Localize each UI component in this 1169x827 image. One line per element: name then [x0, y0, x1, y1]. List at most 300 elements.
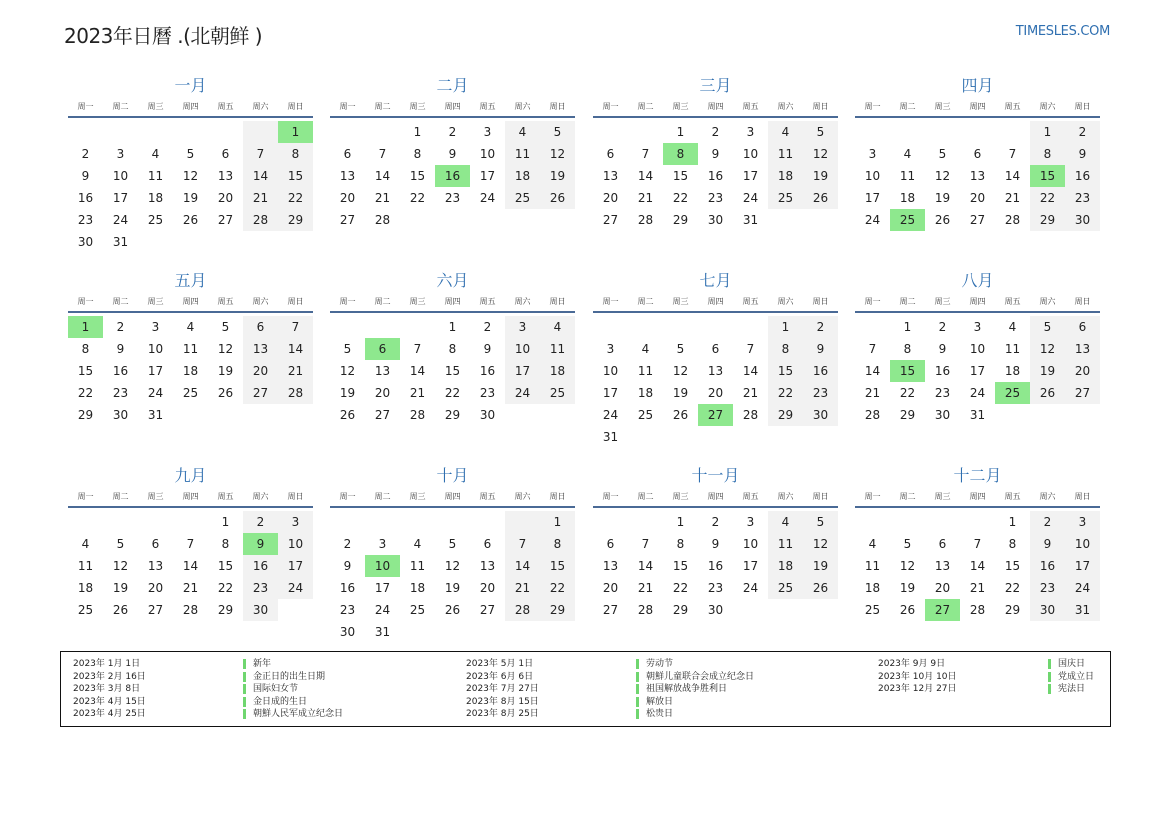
day-cell: 14 [637, 559, 654, 573]
empty-cell [925, 121, 960, 143]
month-divider [593, 116, 838, 118]
day-cell: 21 [374, 191, 391, 205]
day-cell: 23 [243, 577, 278, 599]
day-grid [68, 316, 313, 426]
weekday-label: 周五 [217, 102, 234, 111]
day-cell: 22 [1030, 187, 1065, 209]
day-cell: 9 [803, 338, 838, 360]
day-cell: 22 [278, 187, 313, 209]
empty-cell [733, 316, 768, 338]
month-divider [855, 506, 1100, 508]
day-cell: 28 [969, 603, 986, 617]
holiday-marker [243, 697, 246, 707]
day-cell: 25 [768, 187, 803, 209]
day-cell: 18 [637, 386, 654, 400]
day-cell: 23 [1065, 187, 1100, 209]
day-cell: 1 [676, 515, 685, 529]
weekday-label: 周三 [147, 297, 164, 306]
day-cell: 21 [637, 191, 654, 205]
weekday-label: 周一 [602, 492, 619, 501]
day-cell: 17 [742, 559, 759, 573]
day-cell: 21 [1004, 191, 1021, 205]
day-cell: 24 [742, 581, 759, 595]
day-grid [68, 121, 313, 253]
holiday-date: 2023年 6月 6日 [466, 671, 534, 682]
day-cell: 2 [448, 125, 457, 139]
weekday-label: 周六 [514, 492, 531, 501]
day-cell: 28 [505, 599, 540, 621]
day-cell: 14 [1004, 169, 1021, 183]
day-cell: 8 [676, 537, 685, 551]
day-cell: 13 [602, 559, 619, 573]
day-cell: 1 [413, 125, 422, 139]
day-cell: 13 [374, 364, 391, 378]
day-cell: 12 [339, 364, 356, 378]
holiday-date: 2023年 8月 25日 [466, 709, 539, 719]
day-cell: 21 [742, 386, 759, 400]
weekday-header [855, 99, 1100, 114]
day-cell: 17 [864, 191, 881, 205]
day-cell: 27 [147, 603, 164, 617]
day-cell: 26 [112, 603, 129, 617]
day-cell: 7 [186, 537, 195, 551]
weekday-label: 周三 [409, 492, 426, 501]
weekday-label: 周三 [934, 297, 951, 306]
day-cell: 25 [540, 382, 575, 404]
day-cell: 17 [505, 360, 540, 382]
day-cell: 14 [374, 169, 391, 183]
day-cell: 9 [938, 342, 947, 356]
brand-link[interactable]: TIMESLES.COM [1015, 24, 1110, 39]
day-cell: 4 [768, 511, 803, 533]
holiday-day-cell: 10 [365, 555, 400, 577]
day-cell: 2 [1065, 121, 1100, 143]
day-cell: 12 [182, 169, 199, 183]
day-cell: 1 [676, 125, 685, 139]
month-block [593, 73, 838, 231]
day-cell: 11 [540, 338, 575, 360]
day-cell: 11 [899, 169, 916, 183]
day-cell: 19 [112, 581, 129, 595]
day-cell: 15 [768, 360, 803, 382]
weekday-label: 周四 [182, 297, 199, 306]
month-divider [330, 506, 575, 508]
day-cell: 9 [1065, 143, 1100, 165]
holiday-day-cell: 25 [890, 209, 925, 231]
day-cell: 10 [505, 338, 540, 360]
day-cell: 3 [278, 511, 313, 533]
day-cell: 29 [1004, 603, 1021, 617]
day-cell: 3 [606, 342, 615, 356]
day-cell: 7 [505, 533, 540, 555]
day-cell: 19 [672, 386, 689, 400]
weekday-label: 周一 [339, 492, 356, 501]
month-divider [330, 311, 575, 313]
day-cell: 23 [339, 603, 356, 617]
month-divider [68, 506, 313, 508]
day-cell: 6 [151, 537, 160, 551]
weekday-label: 周日 [549, 102, 566, 111]
day-cell: 17 [479, 169, 496, 183]
day-cell: 27 [602, 603, 619, 617]
day-cell: 7 [641, 147, 650, 161]
day-cell: 28 [182, 603, 199, 617]
day-cell: 26 [803, 187, 838, 209]
weekday-header [330, 489, 575, 504]
holiday-name: 松贵日 [646, 709, 674, 719]
month-block [330, 463, 575, 643]
day-cell: 26 [444, 603, 461, 617]
day-cell: 4 [505, 121, 540, 143]
day-cell: 20 [217, 191, 234, 205]
month-title: 八月 [961, 271, 994, 290]
month-divider [855, 311, 1100, 313]
day-cell: 31 [1065, 599, 1100, 621]
day-cell: 24 [147, 386, 164, 400]
day-cell: 29 [1030, 209, 1065, 231]
weekday-label: 周三 [672, 492, 689, 501]
day-cell: 28 [409, 408, 426, 422]
month-block [68, 268, 313, 426]
day-cell: 29 [444, 408, 461, 422]
holiday-name: 国际妇女节 [253, 684, 299, 694]
month-divider [593, 311, 838, 313]
day-cell: 6 [1065, 316, 1100, 338]
day-cell: 19 [899, 581, 916, 595]
day-cell: 6 [938, 537, 947, 551]
day-cell: 5 [803, 121, 838, 143]
day-cell: 28 [1004, 213, 1021, 227]
day-cell: 16 [77, 191, 94, 205]
legend-item [466, 683, 754, 696]
holiday-marker [243, 672, 246, 682]
weekday-header [68, 294, 313, 309]
day-cell: 27 [217, 213, 234, 227]
month-divider [855, 116, 1100, 118]
page-title: 2023年日曆 .(北朝鲜 ) [64, 24, 263, 48]
holiday-day-cell: 15 [1030, 165, 1065, 187]
month-block [68, 463, 313, 621]
day-cell: 22 [672, 191, 689, 205]
holiday-date: 2023年 4月 25日 [73, 709, 146, 719]
day-cell: 19 [934, 191, 951, 205]
day-cell: 12 [672, 364, 689, 378]
holiday-date: 2023年 5月 1日 [466, 659, 534, 669]
empty-cell [890, 121, 925, 143]
weekday-label: 周六 [1039, 492, 1056, 501]
weekday-label: 周五 [217, 297, 234, 306]
day-cell: 10 [112, 169, 129, 183]
day-cell: 11 [77, 559, 94, 573]
day-cell: 6 [606, 537, 615, 551]
day-cell: 25 [505, 187, 540, 209]
weekday-label: 周五 [479, 492, 496, 501]
day-cell: 26 [182, 213, 199, 227]
day-cell: 19 [803, 165, 838, 187]
weekday-label: 周四 [182, 492, 199, 501]
day-cell: 23 [479, 386, 496, 400]
day-cell: 8 [278, 143, 313, 165]
day-cell: 28 [374, 213, 391, 227]
weekday-header [68, 489, 313, 504]
month-title: 十月 [436, 466, 469, 485]
day-cell: 16 [934, 364, 951, 378]
day-cell: 2 [711, 125, 720, 139]
day-cell: 15 [217, 559, 234, 573]
day-cell: 14 [182, 559, 199, 573]
day-cell: 30 [707, 213, 724, 227]
weekday-label: 周二 [899, 102, 916, 111]
day-cell: 21 [243, 187, 278, 209]
weekday-label: 周四 [969, 102, 986, 111]
day-cell: 19 [803, 555, 838, 577]
day-cell: 29 [540, 599, 575, 621]
day-cell: 24 [374, 603, 391, 617]
day-cell: 20 [602, 191, 619, 205]
day-cell: 2 [116, 320, 125, 334]
day-cell: 13 [969, 169, 986, 183]
month-block [855, 463, 1100, 621]
day-cell: 2 [803, 316, 838, 338]
day-cell: 2 [81, 147, 90, 161]
day-cell: 24 [969, 386, 986, 400]
weekday-label: 周一 [339, 297, 356, 306]
holiday-marker [1048, 672, 1051, 682]
legend-item [466, 708, 754, 721]
day-cell: 29 [768, 404, 803, 426]
empty-cell [365, 121, 400, 143]
day-cell: 16 [243, 555, 278, 577]
day-cell: 5 [448, 537, 457, 551]
day-cell: 29 [77, 408, 94, 422]
day-cell: 15 [444, 364, 461, 378]
day-cell: 14 [409, 364, 426, 378]
legend-item [73, 708, 343, 721]
empty-cell [470, 511, 505, 533]
day-cell: 3 [151, 320, 160, 334]
day-cell: 23 [444, 191, 461, 205]
day-cell: 29 [217, 603, 234, 617]
weekday-label: 周一 [77, 102, 94, 111]
day-cell: 24 [479, 191, 496, 205]
day-grid [855, 121, 1100, 231]
weekday-label: 周二 [112, 492, 129, 501]
day-cell: 24 [742, 191, 759, 205]
day-cell: 25 [182, 386, 199, 400]
holiday-marker [243, 684, 246, 694]
day-grid [68, 511, 313, 621]
holiday-marker [636, 684, 639, 694]
day-cell: 10 [1065, 533, 1100, 555]
empty-cell [960, 511, 995, 533]
day-cell: 22 [409, 191, 426, 205]
holiday-name: 金正日的出生日期 [253, 671, 326, 682]
day-cell: 1 [1008, 515, 1017, 529]
holiday-day-cell: 8 [663, 143, 698, 165]
day-cell: 9 [448, 147, 457, 161]
holiday-date: 2023年 4月 15日 [73, 696, 146, 707]
weekday-label: 周一 [602, 102, 619, 111]
holiday-day-cell: 1 [68, 316, 103, 338]
weekday-label: 周三 [409, 102, 426, 111]
weekday-label: 周四 [182, 102, 199, 111]
empty-cell [995, 121, 1030, 143]
empty-cell [960, 121, 995, 143]
day-cell: 18 [768, 165, 803, 187]
holiday-marker [636, 697, 639, 707]
day-cell: 8 [768, 338, 803, 360]
day-cell: 25 [409, 603, 426, 617]
empty-cell [663, 316, 698, 338]
day-cell: 9 [116, 342, 125, 356]
day-cell: 15 [278, 165, 313, 187]
day-cell: 22 [768, 382, 803, 404]
weekday-label: 周六 [514, 102, 531, 111]
day-cell: 17 [1065, 555, 1100, 577]
day-cell: 5 [186, 147, 195, 161]
day-cell: 30 [243, 599, 278, 621]
day-grid [593, 121, 838, 231]
day-cell: 27 [479, 603, 496, 617]
day-cell: 14 [278, 338, 313, 360]
day-cell: 3 [116, 147, 125, 161]
empty-cell [400, 511, 435, 533]
day-cell: 29 [278, 209, 313, 231]
day-cell: 22 [899, 386, 916, 400]
weekday-label: 周日 [1074, 297, 1091, 306]
empty-cell [628, 121, 663, 143]
legend-column [73, 658, 343, 721]
day-grid [593, 511, 838, 621]
day-cell: 17 [602, 386, 619, 400]
month-divider [68, 116, 313, 118]
day-cell: 11 [768, 143, 803, 165]
legend-item [466, 671, 754, 684]
day-cell: 27 [1065, 382, 1100, 404]
day-cell: 5 [676, 342, 685, 356]
day-cell: 2 [711, 515, 720, 529]
day-cell: 4 [903, 147, 912, 161]
legend-item [73, 658, 343, 671]
day-cell: 29 [672, 213, 689, 227]
weekday-label: 周二 [637, 102, 654, 111]
day-cell: 11 [864, 559, 881, 573]
empty-cell [173, 511, 208, 533]
weekday-label: 周五 [479, 297, 496, 306]
weekday-label: 周日 [1074, 492, 1091, 501]
day-cell: 11 [505, 143, 540, 165]
day-cell: 19 [339, 386, 356, 400]
day-cell: 9 [343, 559, 352, 573]
weekday-label: 周六 [1039, 297, 1056, 306]
day-cell: 31 [602, 430, 619, 444]
day-cell: 7 [973, 537, 982, 551]
day-cell: 23 [707, 191, 724, 205]
day-cell: 19 [182, 191, 199, 205]
day-cell: 22 [1004, 581, 1021, 595]
day-cell: 24 [505, 382, 540, 404]
day-cell: 5 [116, 537, 125, 551]
day-cell: 8 [448, 342, 457, 356]
weekday-label: 周三 [672, 297, 689, 306]
month-divider [68, 311, 313, 313]
day-cell: 5 [1030, 316, 1065, 338]
day-cell: 13 [934, 559, 951, 573]
empty-cell [628, 316, 663, 338]
weekday-label: 周二 [374, 102, 391, 111]
day-cell: 17 [147, 364, 164, 378]
day-cell: 15 [77, 364, 94, 378]
weekday-label: 周日 [812, 297, 829, 306]
month-block [855, 268, 1100, 426]
weekday-label: 周六 [777, 102, 794, 111]
day-cell: 9 [81, 169, 90, 183]
month-block [593, 463, 838, 621]
day-cell: 3 [973, 320, 982, 334]
weekday-label: 周一 [602, 297, 619, 306]
day-cell: 14 [243, 165, 278, 187]
day-cell: 24 [864, 213, 881, 227]
weekday-header [68, 99, 313, 114]
weekday-header [330, 294, 575, 309]
month-title: 五月 [174, 271, 207, 290]
day-cell: 30 [803, 404, 838, 426]
weekday-label: 周日 [549, 297, 566, 306]
day-cell: 1 [1030, 121, 1065, 143]
day-cell: 24 [602, 408, 619, 422]
day-cell: 10 [864, 169, 881, 183]
day-cell: 14 [505, 555, 540, 577]
day-cell: 26 [934, 213, 951, 227]
day-cell: 26 [1030, 382, 1065, 404]
day-cell: 16 [707, 169, 724, 183]
day-cell: 10 [479, 147, 496, 161]
weekday-label: 周二 [112, 297, 129, 306]
day-cell: 5 [540, 121, 575, 143]
weekday-label: 周一 [864, 492, 881, 501]
empty-cell [593, 316, 628, 338]
day-cell: 5 [903, 537, 912, 551]
holiday-name: 劳动节 [646, 659, 674, 669]
month-block [68, 73, 313, 253]
day-cell: 22 [444, 386, 461, 400]
day-cell: 21 [864, 386, 881, 400]
empty-cell [925, 511, 960, 533]
day-cell: 2 [243, 511, 278, 533]
day-cell: 31 [147, 408, 164, 422]
weekday-label: 周六 [1039, 102, 1056, 111]
day-cell: 12 [899, 559, 916, 573]
day-cell: 25 [147, 213, 164, 227]
day-cell: 25 [77, 603, 94, 617]
day-cell: 21 [637, 581, 654, 595]
day-cell: 3 [746, 515, 755, 529]
day-cell: 17 [112, 191, 129, 205]
day-cell: 7 [413, 342, 422, 356]
day-cell: 16 [1030, 555, 1065, 577]
weekday-label: 周五 [742, 297, 759, 306]
day-cell: 2 [938, 320, 947, 334]
holiday-name: 朝鮮人民军成立纪念日 [253, 709, 344, 719]
day-cell: 7 [278, 316, 313, 338]
holiday-day-cell: 1 [278, 121, 313, 143]
day-cell: 18 [505, 165, 540, 187]
day-cell: 25 [864, 603, 881, 617]
day-cell: 7 [1008, 147, 1017, 161]
weekday-label: 周日 [812, 102, 829, 111]
day-cell: 8 [221, 537, 230, 551]
empty-cell [505, 511, 540, 533]
